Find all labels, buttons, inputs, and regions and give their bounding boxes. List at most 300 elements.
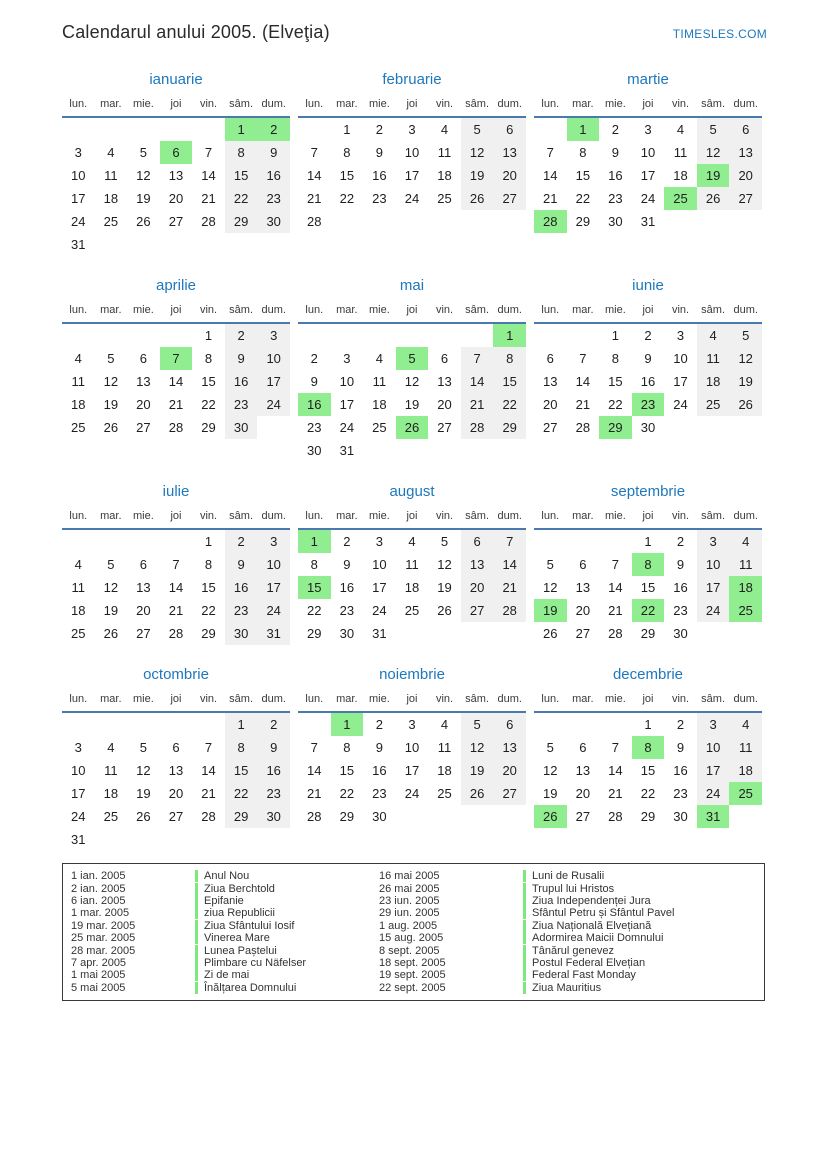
calendar-day: 20: [437, 397, 452, 412]
calendar-day: 21: [608, 603, 623, 618]
calendar-day: 25: [103, 214, 119, 229]
calendar-day: 29: [493, 416, 526, 439]
calendar-week-row: [534, 712, 762, 736]
calendar-day: 25: [404, 603, 420, 618]
calendar-week-row: [62, 782, 290, 805]
calendar-day: 27: [493, 187, 526, 210]
calendar-day: 9: [257, 736, 290, 759]
calendar-day: 7: [204, 740, 213, 755]
calendar-day: 9: [225, 553, 258, 576]
calendar-week-row: [62, 323, 290, 347]
calendar-day: 12: [543, 580, 558, 595]
calendar-day: 30: [608, 214, 623, 229]
calendar-day: 29: [225, 210, 258, 233]
calendar-day-empty: [127, 828, 160, 851]
calendar-day: 31: [339, 443, 355, 458]
calendar-week-row: [62, 393, 290, 416]
calendar-day: 19: [136, 191, 151, 206]
calendar-day: 16: [372, 763, 387, 778]
calendar-day: 9: [375, 740, 384, 755]
calendar-day: 30: [640, 420, 656, 435]
calendar-day: 31: [71, 832, 86, 847]
month-table: [534, 94, 762, 233]
month-table: [62, 300, 290, 439]
calendar-day-empty: [396, 622, 429, 645]
calendar-day: 29: [225, 805, 258, 828]
calendar-day: 26: [461, 187, 494, 210]
calendar-day: 1: [644, 717, 652, 732]
weekday-label: mie.: [605, 304, 626, 316]
calendar-day: 27: [168, 214, 184, 229]
calendar-day: 3: [697, 529, 730, 553]
calendar-day: 5: [461, 117, 494, 141]
weekday-label: vin.: [199, 304, 218, 316]
calendar-day: 17: [404, 168, 420, 183]
calendar-day: 27: [543, 420, 558, 435]
weekday-header-row: [298, 94, 526, 117]
calendar-day-empty: [62, 529, 95, 553]
calendar-day: 13: [168, 763, 184, 778]
calendar-day: 23: [673, 603, 688, 618]
calendar-day: 15: [298, 576, 331, 599]
legend-date: 19 sept. 2005: [379, 969, 446, 982]
calendar-day: 7: [579, 351, 587, 366]
calendar-day: 27: [437, 420, 452, 435]
weekday-label: mar.: [572, 304, 594, 316]
weekday-label: sâm.: [465, 98, 490, 110]
weekday-label: joi: [170, 304, 182, 316]
calendar-day: 7: [204, 145, 213, 160]
calendar-day-empty: [95, 323, 128, 347]
weekday-label: dum.: [497, 98, 522, 110]
calendar-day: 4: [676, 122, 685, 137]
calendar-day-empty: [729, 622, 762, 645]
calendar-day: 30: [225, 622, 258, 645]
calendar-day: 6: [493, 712, 526, 736]
site-link[interactable]: TIMESLES.COM: [672, 27, 767, 41]
weekday-label: vin.: [435, 98, 454, 110]
calendar-day: 16: [640, 374, 656, 389]
calendar-week-row: [534, 736, 762, 759]
calendar-day-empty: [363, 210, 396, 233]
weekday-label: vin.: [435, 304, 454, 316]
month-title: februarie: [382, 71, 442, 88]
calendar-day: 25: [729, 599, 762, 622]
calendar-day: 1: [644, 534, 652, 549]
weekday-label: dum.: [733, 304, 758, 316]
weekday-label: dum.: [733, 693, 758, 705]
calendar-day: 2: [257, 117, 290, 141]
calendar-day-empty: [664, 416, 697, 439]
calendar-day-empty: [396, 210, 429, 233]
calendar-day: 24: [71, 214, 86, 229]
calendar-day: 21: [307, 786, 322, 801]
header: [0, 0, 827, 43]
calendar-day: 4: [408, 534, 416, 549]
calendar-day: 11: [437, 145, 452, 160]
weekday-label: vin.: [199, 693, 218, 705]
calendar-week-row: [298, 187, 526, 210]
calendar-day: 3: [257, 529, 290, 553]
calendar-day: 5: [139, 740, 148, 755]
calendar-day: 26: [136, 214, 151, 229]
calendar-day: 5: [396, 347, 429, 370]
calendar-day: 7: [172, 557, 180, 572]
calendar-day: 30: [307, 443, 322, 458]
calendar-day-empty: [363, 439, 396, 462]
calendar-day: 2: [225, 323, 258, 347]
calendar-day: 29: [201, 626, 216, 641]
weekday-label: mie.: [369, 98, 390, 110]
weekday-label: lun.: [305, 98, 324, 110]
calendar-day: 24: [257, 599, 290, 622]
calendar-day: 11: [405, 557, 419, 572]
weekday-label: dum.: [733, 98, 758, 110]
page-title: Calendarul anului 2005. (Elveţia): [62, 22, 330, 42]
calendar-day: 22: [493, 393, 526, 416]
calendar-day: 5: [546, 740, 554, 755]
calendar-day-empty: [192, 233, 225, 256]
calendar-day: 30: [372, 809, 387, 824]
calendar-day: 19: [461, 164, 494, 187]
calendar-day: 12: [404, 374, 420, 389]
legend-holiday-name: Sfântul Petru și Sfântul Pavel: [523, 907, 764, 919]
calendar-day: 30: [673, 809, 688, 824]
calendar-day-empty: [567, 712, 600, 736]
calendar-day: 2: [676, 717, 685, 732]
weekday-header-row: [62, 689, 290, 712]
calendar-week-row: [298, 141, 526, 164]
calendar-day: 15: [640, 580, 656, 595]
calendar-day: 18: [697, 370, 730, 393]
calendar-day: 14: [543, 168, 558, 183]
calendar-day: 23: [257, 782, 290, 805]
month-table: [298, 689, 526, 828]
weekday-label: joi: [642, 98, 654, 110]
calendar-day: 25: [437, 786, 452, 801]
calendar-day: 11: [104, 763, 118, 778]
calendar-day: 12: [103, 580, 119, 595]
calendar-day: 23: [225, 393, 258, 416]
calendar-week-row: [62, 233, 290, 256]
calendar-day-empty: [461, 805, 494, 828]
calendar-day: 27: [575, 626, 591, 641]
calendar-day: 11: [372, 374, 387, 389]
calendar-day-empty: [127, 117, 160, 141]
calendar-day: 20: [461, 576, 494, 599]
weekday-label: dum.: [497, 510, 522, 522]
calendar-day: 13: [136, 580, 151, 595]
legend-holiday-name: Plimbare cu Näfelser: [195, 957, 371, 969]
calendar-day: 15: [575, 168, 591, 183]
calendar-day: 19: [461, 759, 494, 782]
legend-date: 15 aug. 2005: [379, 932, 444, 945]
calendar-day: 5: [107, 557, 115, 572]
calendar-day: 1: [225, 117, 258, 141]
calendar-day-empty: [127, 323, 160, 347]
calendar-week-row: [534, 622, 762, 645]
calendar-day: 21: [168, 397, 184, 412]
calendar-day: 22: [640, 786, 656, 801]
weekday-label: mar.: [572, 510, 594, 522]
calendar-day: 30: [339, 626, 355, 641]
calendar-day-empty: [160, 323, 193, 347]
calendar-day: 5: [697, 117, 730, 141]
month-calendar: [534, 71, 762, 256]
month-calendar: [62, 277, 290, 462]
month-calendar: [298, 277, 526, 462]
month-title: decembrie: [612, 666, 684, 683]
calendar-day: 3: [676, 328, 685, 343]
calendar-day: 29: [339, 809, 355, 824]
month-table: [534, 506, 762, 645]
calendar-day-empty: [257, 416, 290, 439]
weekday-label: lun.: [541, 510, 560, 522]
calendar-day: 2: [375, 122, 384, 137]
weekday-label: mie.: [605, 98, 626, 110]
calendar-day: 8: [632, 736, 665, 759]
calendar-day: 26: [461, 782, 494, 805]
weekday-header-row: [62, 300, 290, 323]
calendar-day: 23: [608, 191, 623, 206]
calendar-day: 21: [575, 397, 591, 412]
calendar-day: 1: [331, 712, 364, 736]
calendar-day: 11: [437, 740, 452, 755]
calendar-day: 20: [493, 164, 526, 187]
calendar-day: 21: [307, 191, 322, 206]
weekday-label: mar.: [100, 693, 122, 705]
calendar-week-row: [534, 323, 762, 347]
weekday-label: sâm.: [701, 98, 726, 110]
calendar-day: 11: [673, 145, 688, 160]
weekday-label: sâm.: [229, 98, 254, 110]
calendar-day: 22: [201, 397, 216, 412]
calendar-day: 14: [168, 580, 184, 595]
calendar-day: 31: [640, 214, 656, 229]
calendar-day: 27: [136, 420, 151, 435]
calendar-day: 14: [307, 168, 322, 183]
calendar-day: 13: [168, 168, 184, 183]
calendar-week-row: [62, 712, 290, 736]
calendar-day: 25: [697, 393, 730, 416]
calendar-day-empty: [493, 439, 526, 462]
calendar-day: 15: [493, 370, 526, 393]
calendar-day-empty: [428, 210, 461, 233]
month-title: martie: [627, 71, 669, 88]
legend-holiday-name: Trupul lui Hristos: [523, 883, 764, 895]
calendar-day: 24: [697, 599, 730, 622]
calendar-day: 13: [575, 763, 591, 778]
month-table: [298, 506, 526, 645]
calendar-day-empty: [62, 712, 95, 736]
calendar-day-empty: [729, 805, 762, 828]
calendar-day-empty: [331, 323, 364, 347]
calendar-day: 28: [493, 599, 526, 622]
calendar-day: 1: [298, 529, 331, 553]
weekday-label: lun.: [69, 510, 88, 522]
month-title: iulie: [162, 483, 190, 500]
calendar-day: 13: [729, 141, 762, 164]
calendar-day-empty: [534, 117, 567, 141]
calendar-day-empty: [225, 828, 258, 851]
weekday-label: lun.: [305, 510, 324, 522]
weekday-label: vin.: [671, 693, 690, 705]
calendar-day: 11: [71, 580, 86, 595]
calendar-day: 13: [437, 374, 452, 389]
legend-holiday-name: Federal Fast Monday: [523, 969, 764, 981]
weekday-label: mie.: [369, 304, 390, 316]
calendar-day: 4: [107, 740, 115, 755]
weekday-label: dum.: [497, 693, 522, 705]
calendar-day: 11: [697, 347, 730, 370]
calendar-week-row: [62, 736, 290, 759]
calendar-day: 23: [339, 603, 355, 618]
month-table: [62, 94, 290, 256]
calendar-day: 8: [493, 347, 526, 370]
calendar-day: 27: [136, 626, 151, 641]
calendar-day: 29: [599, 416, 632, 439]
calendar-day: 28: [461, 416, 494, 439]
calendar-day: 26: [437, 603, 452, 618]
weekday-header-row: [62, 506, 290, 529]
weekday-label: dum.: [261, 510, 286, 522]
calendar-day: 14: [493, 553, 526, 576]
calendar-day: 10: [404, 145, 420, 160]
calendar-day: 24: [640, 191, 656, 206]
calendar-day: 2: [257, 712, 290, 736]
calendar-day: 2: [375, 717, 384, 732]
weekday-label: vin.: [671, 304, 690, 316]
calendar-day-empty: [461, 323, 494, 347]
calendar-day: 25: [437, 191, 452, 206]
calendar-week-row: [62, 759, 290, 782]
calendar-day-empty: [95, 117, 128, 141]
calendar-day: 21: [201, 191, 216, 206]
calendar-day-empty: [95, 712, 128, 736]
legend-date: 18 sept. 2005: [379, 956, 446, 969]
calendar-day: 27: [729, 187, 762, 210]
calendar-week-row: [62, 370, 290, 393]
calendar-day: 28: [201, 809, 216, 824]
legend-holiday-name: Luni de Rusalii: [523, 870, 764, 882]
calendar-day: 23: [372, 191, 387, 206]
legend-holiday-name: Adormirea Maicii Domnului: [523, 932, 764, 944]
calendar-day-empty: [160, 712, 193, 736]
weekday-label: mie.: [133, 510, 154, 522]
calendar-day: 18: [437, 763, 452, 778]
month-table: [534, 689, 762, 828]
month-calendar: [62, 666, 290, 851]
calendar-day: 4: [697, 323, 730, 347]
legend-date: 16 mai 2005: [379, 870, 440, 883]
calendar-day: 22: [225, 782, 258, 805]
calendar-day-empty: [95, 233, 128, 256]
calendar-day: 27: [493, 782, 526, 805]
calendar-day: 10: [372, 557, 387, 572]
calendar-day: 28: [168, 420, 184, 435]
calendar-day-empty: [192, 828, 225, 851]
calendar-week-row: [298, 416, 526, 439]
legend-date: 5 mai 2005: [71, 981, 126, 994]
calendar-day: 1: [611, 328, 620, 343]
calendar-day: 19: [404, 397, 420, 412]
calendar-day-empty: [493, 805, 526, 828]
legend-date: 7 apr. 2005: [71, 956, 127, 969]
legend-date: 2 ian. 2005: [71, 882, 126, 895]
weekday-label: sâm.: [701, 693, 726, 705]
calendar-week-row: [298, 553, 526, 576]
calendar-day: 18: [404, 580, 420, 595]
calendar-day-empty: [461, 210, 494, 233]
calendar-day: 19: [543, 786, 558, 801]
calendar-day: 6: [493, 117, 526, 141]
weekday-label: lun.: [69, 304, 88, 316]
calendar-week-row: [62, 622, 290, 645]
legend-holiday-name: Postul Federal Elvețian: [523, 957, 764, 969]
calendar-day-empty: [534, 529, 567, 553]
calendar-day: 9: [310, 374, 318, 389]
legend-holiday-name: Vinerea Mare: [195, 932, 371, 944]
calendar-week-row: [298, 622, 526, 645]
calendar-day: 30: [673, 626, 688, 641]
calendar-day-empty: [493, 210, 526, 233]
legend-holiday-name: Ziua Mauritius: [523, 982, 764, 994]
calendar-week-row: [298, 370, 526, 393]
calendar-day: 11: [104, 168, 118, 183]
calendar-day: 6: [729, 117, 762, 141]
calendar-week-row: [62, 187, 290, 210]
weekday-header-row: [534, 94, 762, 117]
calendar-day: 5: [107, 351, 115, 366]
calendar-day-empty: [534, 323, 567, 347]
calendar-day: 31: [71, 237, 86, 252]
calendar-week-row: [534, 759, 762, 782]
calendar-day: 13: [575, 580, 591, 595]
weekday-label: mar.: [336, 304, 358, 316]
calendar-day: 6: [546, 351, 554, 366]
calendar-day: 21: [543, 191, 558, 206]
calendar-day: 4: [375, 351, 384, 366]
weekday-label: joi: [170, 693, 182, 705]
legend-date: 22 sept. 2005: [379, 981, 446, 994]
calendar-day: 22: [307, 603, 322, 618]
month-calendar: [62, 483, 290, 645]
legend-date: 29 iun. 2005: [379, 907, 440, 920]
calendar-day-empty: [428, 323, 461, 347]
weekday-label: dum.: [261, 98, 286, 110]
calendar-day: 18: [673, 168, 688, 183]
calendar-day: 28: [534, 210, 567, 233]
month-title: noiembrie: [379, 666, 445, 683]
calendar-day: 18: [437, 168, 452, 183]
calendar-day: 23: [632, 393, 665, 416]
calendar-day-empty: [160, 828, 193, 851]
month-calendar: [534, 277, 762, 462]
calendar-day-empty: [567, 323, 600, 347]
calendar-day: 7: [546, 145, 554, 160]
calendar-day: 17: [697, 576, 730, 599]
calendar-day: 30: [225, 416, 258, 439]
calendar-week-row: [62, 599, 290, 622]
calendar-day-empty: [461, 622, 494, 645]
calendar-day: 12: [543, 763, 558, 778]
calendar-day: 18: [71, 603, 86, 618]
calendar-day: 28: [307, 214, 322, 229]
calendar-day: 7: [160, 347, 193, 370]
calendar-day: 16: [339, 580, 355, 595]
calendar-day: 16: [257, 759, 290, 782]
weekday-label: sâm.: [465, 304, 490, 316]
